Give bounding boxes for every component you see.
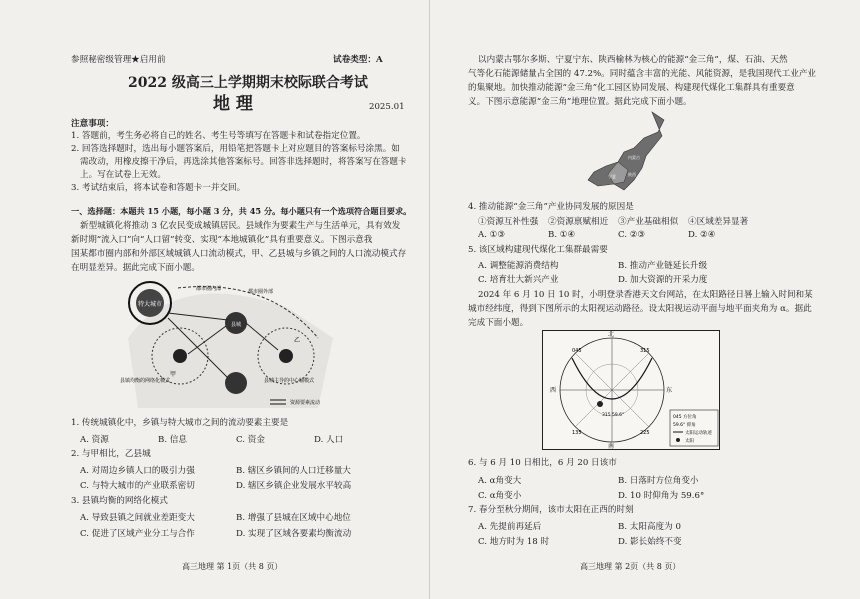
paper-type: 试卷类型：A [333,55,383,65]
outer-label: 都市圈外部 [248,289,274,295]
sun-marker-label: 315 59.6° [602,413,625,418]
page-footer: 高三地理 第 2页（共 8 页） [580,562,681,571]
statement: ④区域差异显著 [688,217,749,227]
passage-line: 新型城镇化将推动 3 亿农民变成城镇居民。县域作为要素生产与生活单元，具有效发 [80,221,401,231]
notes-title: 注意事项： [71,119,114,129]
option: C. 与特大城市的产业联系密切 [80,481,195,491]
passage-line: 新时期“流入口”向“人口留”转变、实现“本地城镇化”具有重要意义。下图示意我 [71,235,373,245]
option: D. 实现了区域各要素均衡流动 [236,529,352,539]
option: D. 辖区乡镇企业发展水平较高 [236,481,352,491]
option: B. 日落时方位角变小 [618,476,699,486]
subject-title: 地 理 [213,94,253,114]
confidential-label: 参照秘密级管理★启用前 [71,55,166,65]
option: D. ②④ [688,230,716,240]
option: A. 先提前再延后 [478,522,542,532]
option: B. 推动产业链延长升级 [618,261,708,271]
option: C. α角变小 [478,491,522,501]
mode1-label: 县镇均衡的网络化模式 [120,378,171,384]
map-label-inner-mongolia: 内蒙古 [628,155,640,160]
question-2: 2. 与甲相比，乙县城 [71,449,151,459]
question-4: 4. 推动能源“金三角”产业协同发展的原因是 [468,202,634,212]
mega-city-label: 特大城市 [137,301,163,308]
note-line: 1. 答题前，考生务必将自己的姓名、考生号等填写在答题卡和试卷指定位置。 [71,131,366,141]
question-5: 5. 该区域构建现代煤化工集群最需要 [468,245,608,255]
statement: ①资源互补性强 [478,217,539,227]
azimuth-225: 225 [640,430,650,436]
label-west: 西 [550,387,557,394]
passage-line: 在明显差异。据此完成下面小题。 [71,263,200,273]
question-7: 7. 春分至秋分期间，该市太阳在正西的时刻 [468,505,634,515]
mode3-label: 县城主导的中心轴模式 [264,378,315,384]
exam-date: 2025.01 [369,102,405,112]
passage-line: 2024 年 6 月 10 日 10 时，小明登录香港天文台网站，在太阳路径日晷上输入时间和某 [478,290,813,300]
option: C. 培育壮大新兴产业 [478,275,559,285]
option: A. 导致县镇之间就业差距变大 [80,513,195,523]
note-line: 上。写在试卷上无效。 [80,170,166,180]
energy-triangle-map [584,110,674,194]
option: A. 资源 [80,435,109,445]
option: D. 加大资源的开采力度 [618,275,708,285]
azimuth-315: 315 [640,348,650,354]
passage-line: 的集聚地。加快推动能源“金三角”化工园区协同发展、构建现代煤化工集群具有重要意 [468,83,795,93]
option: D. 影长始终不变 [618,537,682,547]
option: A. 对周边乡镇人口的吸引力强 [80,466,195,476]
note-line: 3. 考试结束后，将本试卷和答题卡一并交回。 [71,183,246,193]
passage-line: 义。下图示意能源“金三角”地理位置。据此完成下面小题。 [468,97,692,107]
question-1: 1. 传统城镇化中，乡镇与特大城市之间的流动要素主要是 [71,418,289,428]
option: D. 人口 [314,435,344,445]
statement: ②资源禀赋相近 [548,217,609,227]
option: D. 10 时仰角为 59.6° [618,491,705,501]
note-line: 2. 回答选择题时，选出每小题答案后，用铅笔把答题卡上对应题目的答案标号涂黑。如 [71,144,400,154]
legend-trajectory: 太阳运动轨迹 [685,431,712,436]
option: C. ②③ [618,230,646,240]
county-a-label: 甲 [170,371,177,378]
question-3: 3. 县镇均衡的网络化模式 [71,496,168,506]
legend-azimuth: 045 方位角 [673,415,697,420]
label-north: 北 [608,331,615,338]
azimuth-135: 135 [572,430,582,436]
option: C. 地方时为 18 时 [478,537,550,547]
passage-line: 国某都市圈内部和外部区域城镇人口流动模式，甲、乙县城与乡镇之间的人口流动模式存 [71,249,407,259]
option: B. 信息 [158,435,187,445]
statement: ③产业基础相似 [618,217,679,227]
urbanization-flow-diagram [118,278,340,414]
legend-sun: 太阳 [685,439,694,444]
passage-line: 以内蒙古鄂尔多斯、宁夏宁东、陕西榆林为核心的能源“金三角”，煤、石油、天然 [478,55,788,65]
passage-line: 气等化石能源储量占全国的 47.2%。同时蕴含丰富的光能、风能资源，是我国现代工业产业 [468,69,817,79]
label-east: 东 [666,387,673,394]
sun-path-diagram [542,330,720,450]
exam-title: 2022 级高三上学期期末校际联合考试 [128,75,368,91]
question-6: 6. 与 6 月 10 日相比，6 月 20 日该市 [468,458,617,468]
passage-line: 城市经纬度，得到下图所示的太阳视运动路径。设太阳视运动平面与地平面夹角为 α。据此 [468,304,812,314]
town-label: 县城 [230,322,242,328]
option: A. ①③ [478,230,506,240]
option: A. α角变大 [478,476,522,486]
option: B. 太阳高度为 0 [618,522,681,532]
note-line: 需改动，用橡皮擦干净后，再选涂其他答案标号。回答非选择题时，将答案写在答题卡 [80,157,407,167]
page-footer: 高三地理 第 1页（共 8 页） [182,562,283,571]
option: C. 促进了区域产业分工与合作 [80,529,195,539]
option: B. ①④ [548,230,576,240]
inner-label: 都市圈内部 [196,286,222,292]
passage-line: 完成下面小题。 [468,318,529,328]
option: B. 增强了县城在区域中心地位 [236,513,351,523]
map-label-ningxia: 宁夏 [608,174,616,179]
page-2 [430,0,860,599]
label-south: 南 [608,443,615,450]
legend-altitude: 59.6° 仰角 [673,423,696,428]
azimuth-045: 045 [572,348,582,354]
option: A. 调整能源消费结构 [478,261,559,271]
legend-label: 资源要素流动 [290,400,321,406]
sun-marker [597,401,603,407]
map-label-shaanxi: 陕西 [628,172,636,177]
county-b-label: 乙 [294,337,301,344]
option: C. 资金 [236,435,265,445]
option: B. 辖区乡镇间的人口迁移量大 [236,466,351,476]
section-heading: 一、选择题：本题共 15 小题，每小题 3 分，共 45 分。每小题只有一个选项符合题目要求。 [71,206,412,216]
